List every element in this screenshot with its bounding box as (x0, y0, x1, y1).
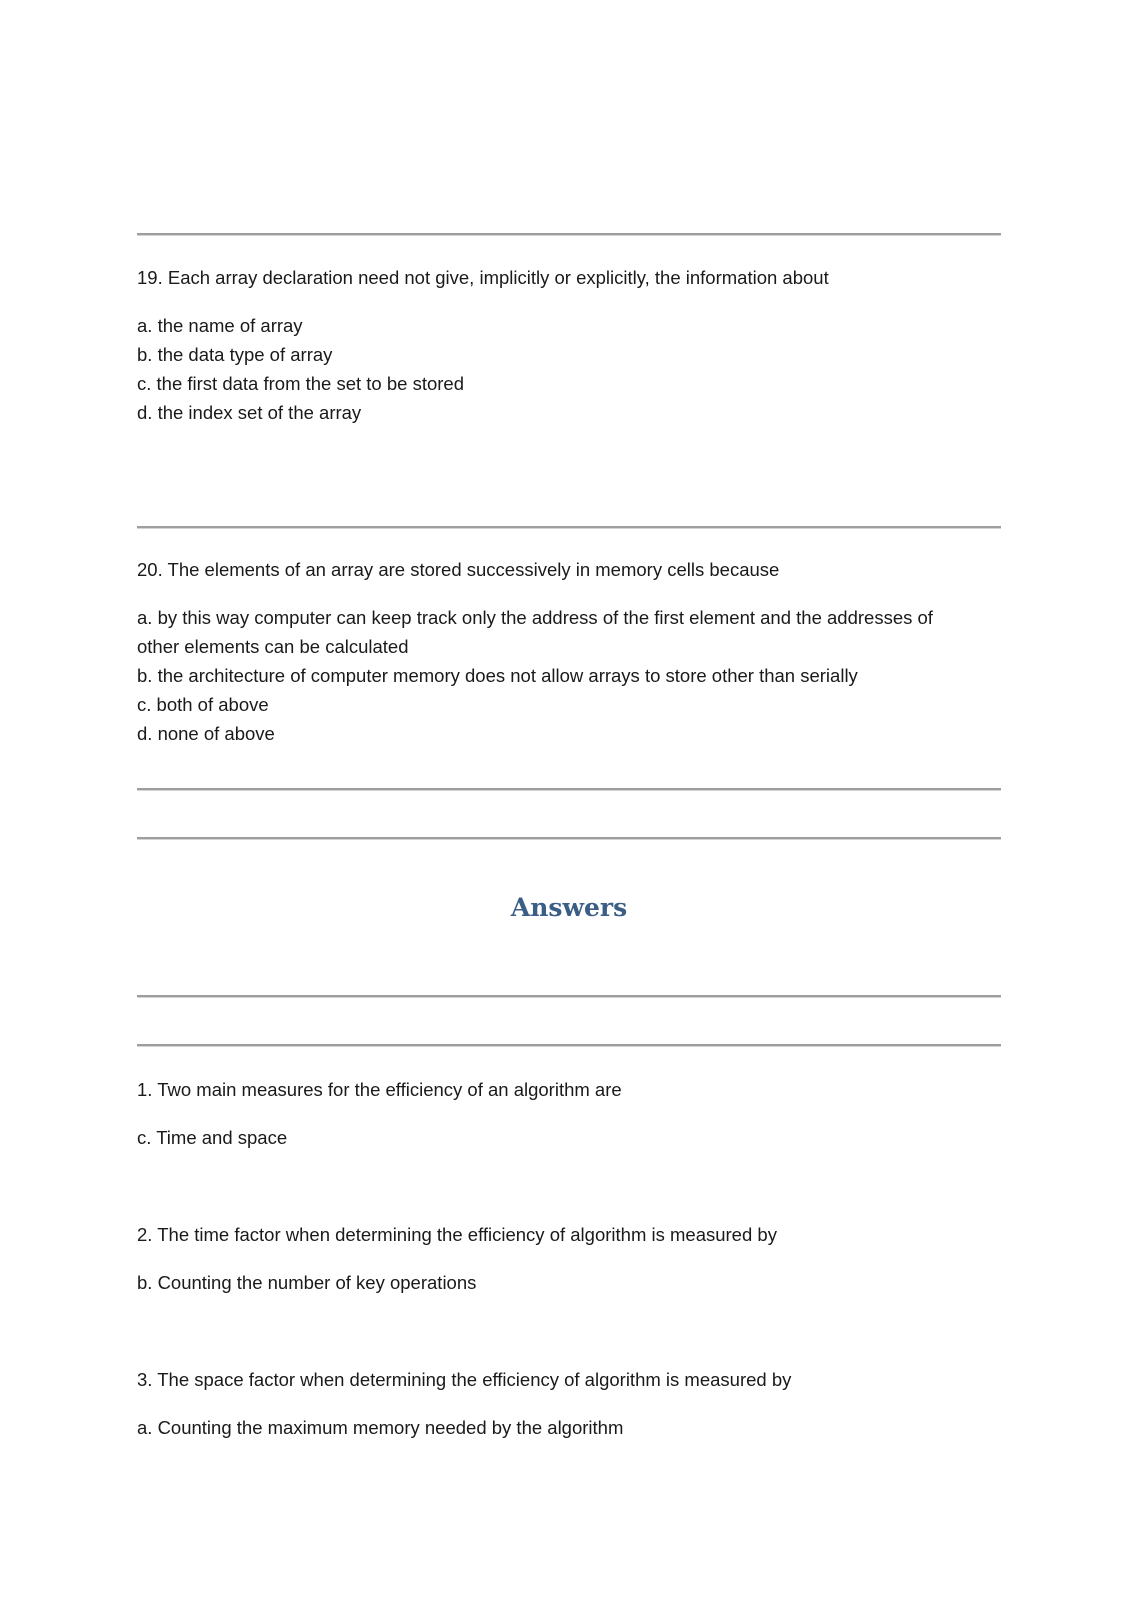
question-19-option-d: d. the index set of the array (137, 402, 362, 423)
answer-1-question: 1. Two main measures for the efficiency of an algorithm are (137, 1079, 622, 1100)
answer-3-question: 3. The space factor when determining the efficiency of algorithm is measured by (137, 1369, 792, 1390)
question-20-text: 20. The elements of an array are stored successively in memory cells because (137, 559, 780, 580)
question-20-option-d: d. none of above (137, 723, 275, 744)
answer-1-value: c. Time and space (137, 1127, 288, 1148)
question-20-option-a-continued: other elements can be calculated (137, 636, 409, 657)
answer-3-value: a. Counting the maximum memory needed by the algorithm (137, 1417, 624, 1438)
answer-2-question: 2. The time factor when determining the efficiency of algorithm is measured by (137, 1224, 777, 1245)
question-19-text: 19. Each array declaration need not give, implicitly or explicitly, the information about (137, 267, 829, 288)
divider-after-q20 (137, 788, 1001, 790)
question-19-option-b: b. the data type of array (137, 344, 333, 365)
question-19-option-c: c. the first data from the set to be stored (137, 373, 464, 394)
answers-heading: Answers (510, 893, 628, 922)
divider-answers-start (137, 1044, 1001, 1046)
divider-q20 (137, 526, 1001, 528)
divider-top (137, 233, 1001, 235)
divider-before-answers (137, 837, 1001, 839)
question-19-option-a: a. the name of array (137, 315, 303, 336)
question-20-option-b: b. the architecture of computer memory does not allow arrays to store other than serially (137, 665, 858, 686)
answer-2-value: b. Counting the number of key operations (137, 1272, 477, 1293)
question-20-option-c: c. both of above (137, 694, 269, 715)
question-20-option-a: a. by this way computer can keep track only the address of the first element and the addresses of (137, 607, 933, 628)
divider-after-answers-heading (137, 995, 1001, 997)
